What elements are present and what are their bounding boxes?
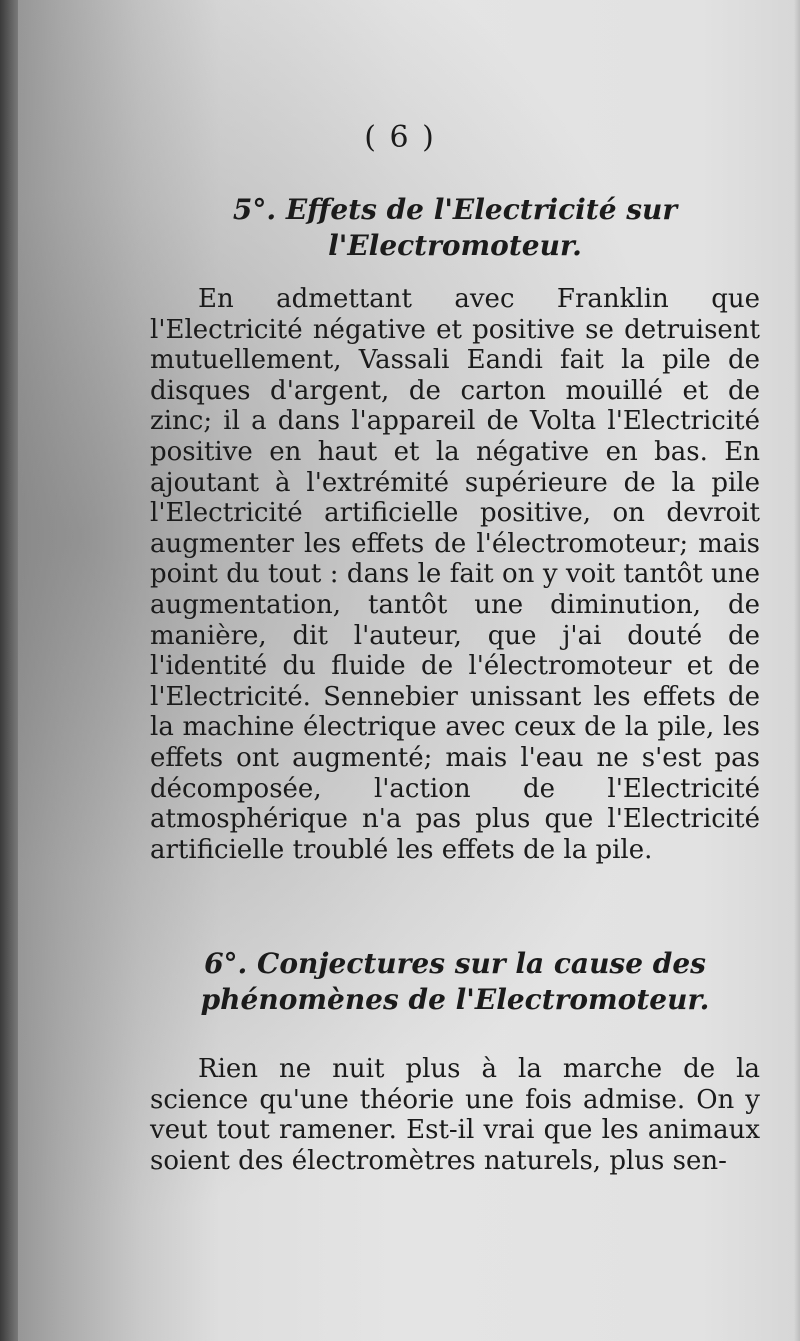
book-gutter-shadow bbox=[0, 0, 18, 1341]
paragraph-effets: En admettant avec Franklin que l'Electricité négative et positive se detruisent mutuellement, Vassali Eandi fait la pile de disques d'argent, de carton mouillé et de zinc; il a dans l'appareil de Volta l'Electricité positive en haut et la négative en bas. En ajoutant à l'extrémité supérieure de la pile l'Electricité artificielle positive, on devroit augmenter les effets de l'électromoteur; mais point du tout : dans le fait on y voit tantôt une augmentation, tantôt une diminution, de manière, dit l'auteur, que j'ai douté de l'identité du fluide de l'électromoteur et de l'Electricité. Sennebier unissant les effets de la machine électrique avec ceux de la pile, les effets ont augmenté; mais l'eau ne s'est pas décomposée, l'action de l'Electricité atmosphérique n'a pas plus que l'Electricité artificielle troublé les effets de la pile. bbox=[150, 284, 760, 865]
page-number: ( 6 ) bbox=[364, 120, 436, 155]
paragraph-conjectures: Rien ne nuit plus à la marche de la science qu'une théorie une fois admise. On y veut tout ramener. Est-il vrai que les animaux soient des électromètres naturels, plus sen- bbox=[150, 1054, 760, 1176]
section-6-title: 6°. Conjectures sur la cause des phénomènes de l'Electromoteur. bbox=[200, 947, 710, 1016]
section-5-title: 5°. Effets de l'Electricité sur l'Electromoteur. bbox=[232, 193, 678, 262]
page-edge bbox=[794, 0, 800, 1341]
